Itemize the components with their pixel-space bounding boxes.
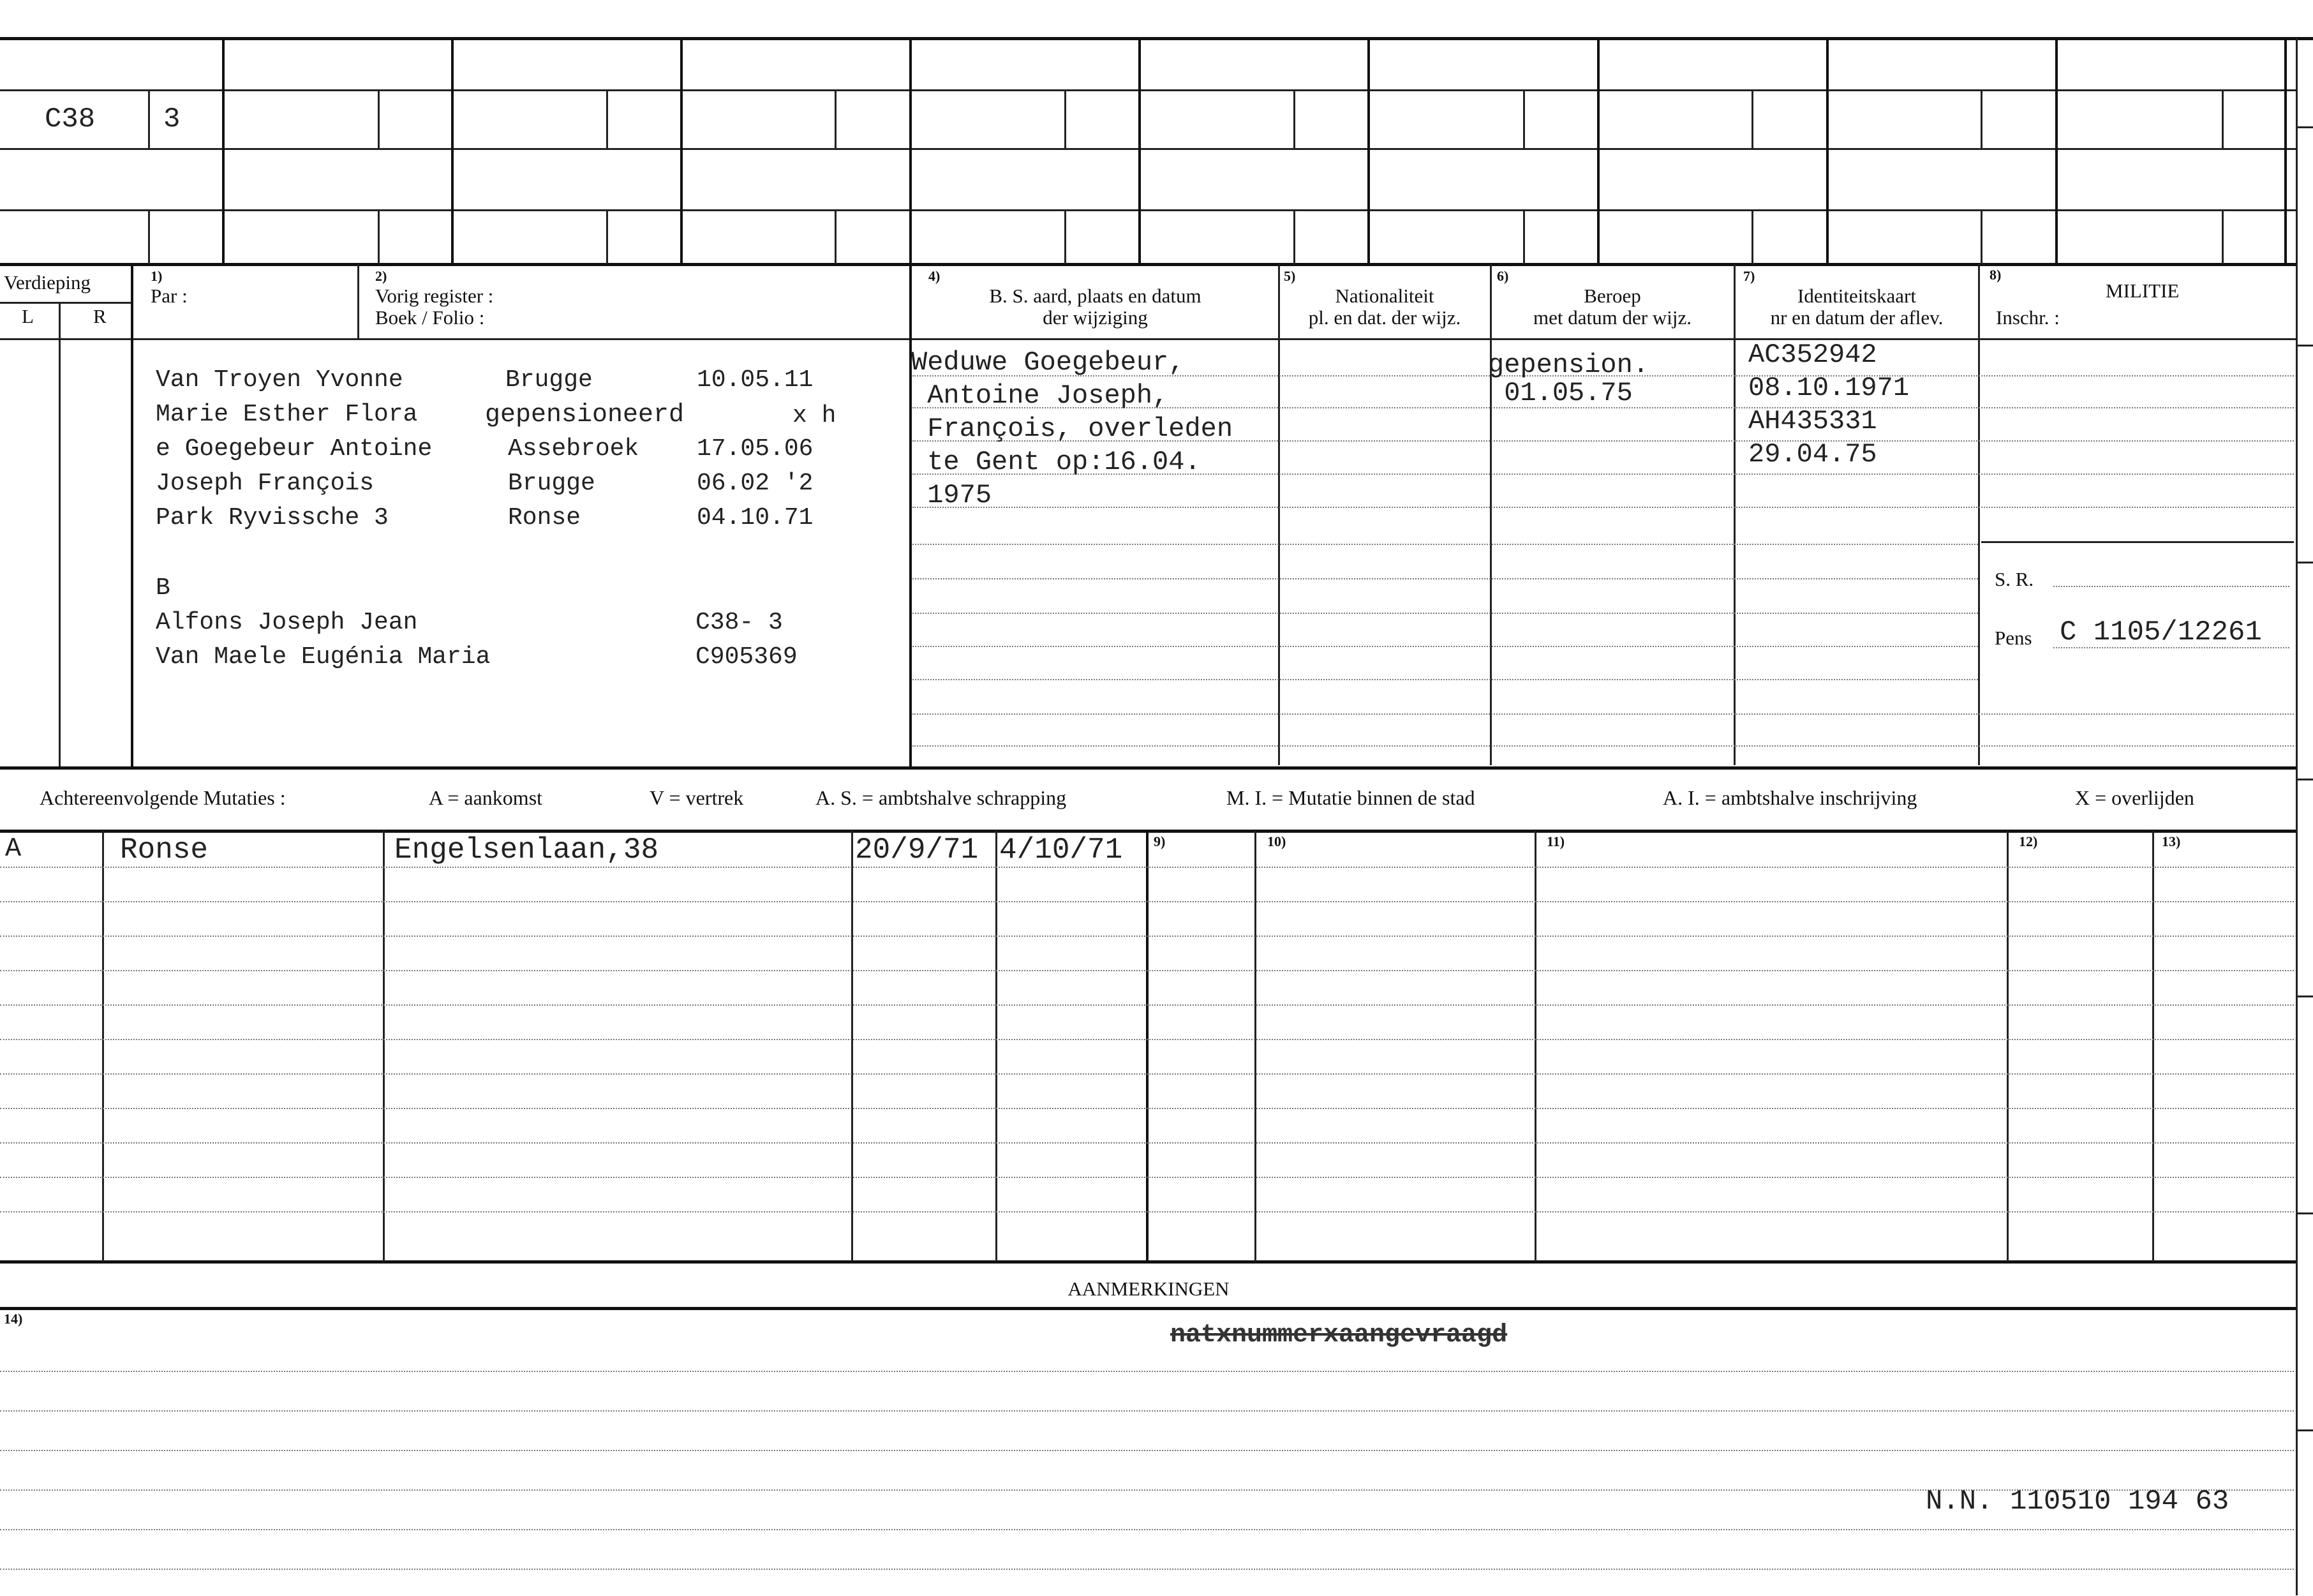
person-mark: x h	[792, 402, 837, 429]
bs-label: B. S. aard, plaats en datum	[989, 285, 1201, 307]
ruled-line	[0, 1410, 2294, 1412]
grid-sub	[2222, 211, 2224, 264]
grid-col	[909, 38, 912, 265]
grid-sub	[378, 91, 380, 148]
grid-sub	[1293, 211, 1295, 264]
person-name: e Goegebeur Antoine	[156, 435, 433, 463]
col-divider	[131, 264, 133, 768]
ruled-line	[0, 1177, 2294, 1178]
pens-value: C 1105/12261	[2060, 616, 2262, 648]
ruled-line	[0, 1108, 2294, 1109]
mutation-place: Ronse	[120, 833, 209, 867]
verdieping-r: R	[93, 305, 107, 327]
grid-col	[2055, 38, 2058, 265]
nationaliteit-label: Nationaliteit	[1335, 285, 1434, 307]
person-place: Brugge	[508, 470, 595, 497]
mutation-type: A	[5, 833, 22, 864]
grid-sub	[835, 91, 837, 148]
col-number: 5)	[1284, 268, 1296, 284]
edge-tick	[2296, 996, 2313, 997]
person-place: Assebroek	[508, 435, 639, 463]
nationaliteit-label-2: pl. en dat. der wijz.	[1308, 306, 1461, 329]
inschr-label: Inschr. :	[1996, 306, 2060, 329]
mut-col	[2152, 831, 2154, 1262]
legend-departure: V = vertrek	[650, 786, 744, 809]
ruled-line	[0, 970, 2294, 971]
grid-col	[222, 38, 225, 265]
mut-col	[995, 831, 997, 1262]
col-divider	[1278, 264, 1280, 765]
mutation-date-2: 4/10/71	[999, 833, 1123, 867]
verdieping-sub	[0, 302, 131, 304]
edge-tick	[2296, 562, 2313, 563]
person-name: Park Ryvissche 3	[156, 504, 389, 532]
ruled-line	[0, 1142, 2294, 1144]
edge-tick	[2296, 1212, 2313, 1214]
col-number: 6)	[1497, 268, 1509, 284]
grid-col	[680, 38, 683, 265]
boek-folio-label: Boek / Folio :	[375, 306, 485, 329]
profession-line: gepension.	[1488, 350, 1649, 380]
militie-divider	[1981, 541, 2294, 543]
edge-tick	[2296, 126, 2313, 128]
col-divider	[909, 264, 912, 768]
person-name: Van Troyen Yvonne	[156, 366, 403, 394]
person-date: 04.10.71	[697, 504, 814, 532]
grid-sub	[378, 211, 380, 264]
legend-mi: M. I. = Mutatie binnen de stad	[1226, 786, 1475, 809]
legend-ai: A. I. = ambtshalve inschrijving	[1663, 786, 1917, 809]
col-number: 10)	[1267, 833, 1286, 849]
mut-col	[1146, 831, 1149, 1262]
person-place: Ronse	[508, 504, 581, 532]
b-ref: C905369	[695, 643, 798, 671]
verdieping-divider	[59, 302, 61, 766]
ruled-line	[0, 1004, 2294, 1006]
grid-sub	[148, 211, 150, 264]
ruled-line	[0, 867, 2294, 868]
legend-x: X = overlijden	[2075, 786, 2194, 809]
ruled-line	[912, 544, 1978, 545]
id-card-line: 29.04.75	[1748, 439, 1877, 470]
mutation-date-1: 20/9/71	[855, 833, 979, 867]
grid-sub	[148, 91, 150, 148]
identiteitskaart-label-2: nr en datum der aflev.	[1770, 306, 1944, 329]
civil-status-line: 1975	[911, 480, 992, 511]
grid-sub	[835, 211, 837, 264]
person-date: 17.05.06	[697, 435, 814, 463]
ruled-line	[912, 713, 2294, 715]
ruled-line	[0, 1039, 2294, 1040]
grid-line	[0, 148, 2297, 150]
grid-col	[451, 38, 454, 265]
building-number: C38	[45, 103, 96, 135]
civil-status-line: Weduwe Goegebeur,	[911, 347, 1185, 378]
grid-line	[0, 209, 2297, 211]
beroep-label: Beroep	[1584, 285, 1641, 307]
sr-line	[2053, 586, 2289, 587]
edge-tick	[2296, 779, 2313, 780]
id-card-line: AC352942	[1748, 339, 1877, 370]
pens-label: Pens	[1995, 627, 2032, 649]
grid-sub	[606, 91, 608, 148]
ruled-line	[912, 679, 1978, 680]
person-date: 06.02 '2	[697, 470, 814, 497]
profession-line: 01.05.75	[1488, 378, 1633, 408]
mut-col	[1535, 831, 1536, 1262]
grid-sub	[1981, 211, 1982, 264]
grid-line	[0, 89, 2297, 91]
col-number: 11)	[1547, 833, 1565, 849]
id-card-line: AH435331	[1748, 406, 1877, 436]
col-number: 13)	[2162, 833, 2181, 849]
legend-title: Achtereenvolgende Mutaties :	[40, 786, 286, 809]
grid-sub	[1293, 91, 1295, 148]
person-place: Brugge	[505, 366, 593, 394]
bs-label-2: der wijziging	[1043, 306, 1148, 329]
legend-arrival: A = aankomst	[429, 786, 543, 809]
id-card-line: 08.10.1971	[1748, 373, 1910, 403]
vorig-register-label: Vorig register :	[375, 285, 494, 307]
mutation-street: Engelsenlaan,38	[394, 833, 659, 867]
ruled-line	[912, 613, 1978, 614]
grid-col	[1138, 38, 1141, 265]
nn-number: N.N. 110510 194 63	[1926, 1486, 2229, 1518]
right-edge	[2296, 38, 2298, 1595]
ruled-line	[912, 745, 2294, 747]
col-number: 8)	[1989, 267, 2002, 283]
person-name: Joseph François	[156, 470, 375, 497]
grid-col	[1826, 38, 1829, 265]
top-border	[0, 37, 2313, 40]
col-number: 7)	[1743, 268, 1755, 284]
grid-col	[2284, 38, 2287, 265]
grid-sub	[1064, 211, 1066, 264]
beroep-label-2: met datum der wijz.	[1533, 306, 1692, 329]
grid-col	[1597, 38, 1600, 265]
identiteitskaart-label: Identiteitskaart	[1797, 285, 1916, 307]
grid-sub	[1981, 91, 1982, 148]
civil-status-line: te Gent op:16.04.	[911, 447, 1201, 477]
ruled-line	[912, 507, 2294, 508]
col-divider	[1978, 264, 1980, 765]
ruled-line	[912, 646, 1978, 647]
grid-sub	[1751, 211, 1753, 264]
b-label: B	[156, 574, 170, 602]
col-number: 2)	[375, 268, 387, 284]
b-ref: C38- 3	[695, 609, 783, 636]
person-name: Marie Esther Flora	[156, 401, 418, 428]
floor-number: 3	[163, 103, 181, 135]
par-label: Par :	[151, 285, 188, 307]
grid-sub	[1751, 91, 1753, 148]
ruled-line	[0, 901, 2294, 902]
verdieping-label: Verdieping	[4, 271, 91, 294]
legend-as: A. S. = ambtshalve schrapping	[815, 786, 1067, 809]
ruled-line	[912, 578, 1978, 579]
b-name: Alfons Joseph Jean	[156, 609, 418, 636]
ruled-line	[0, 936, 2294, 937]
civil-status-line: Antoine Joseph,	[911, 380, 1169, 411]
grid-col	[1367, 38, 1370, 265]
ruled-line	[0, 1529, 2294, 1530]
col-number: 14)	[4, 1311, 23, 1327]
person-status: gepensioneerd	[485, 401, 685, 429]
mut-col	[383, 831, 385, 1262]
header-bottom	[0, 338, 2297, 340]
mut-col	[1254, 831, 1256, 1262]
col-divider	[1490, 264, 1492, 765]
ruled-line	[0, 1073, 2294, 1075]
grid-sub	[1523, 211, 1525, 264]
grid-sub	[1523, 91, 1525, 148]
militie-label: MILITIE	[2106, 280, 2180, 302]
section-bottom	[0, 766, 2297, 770]
ruled-line	[0, 1569, 2294, 1570]
remarks-top	[0, 1307, 2297, 1310]
col-divider	[1734, 264, 1736, 765]
sr-label: S. R.	[1995, 568, 2034, 590]
edge-tick	[2296, 345, 2313, 347]
mut-col	[102, 831, 104, 1262]
col-number: 1)	[151, 268, 163, 284]
grid-sub	[2222, 91, 2224, 148]
grid-line	[0, 263, 2297, 266]
b-name: Van Maele Eugénia Maria	[156, 643, 491, 671]
struck-remark: natxnummerxaangevraagd	[1170, 1321, 1508, 1350]
mut-col	[2007, 831, 2009, 1262]
mut-col	[851, 831, 853, 1262]
civil-status-line: François, overleden	[911, 414, 1233, 444]
col-number: 4)	[928, 268, 941, 284]
edge-tick	[2296, 1429, 2313, 1431]
verdieping-l: L	[22, 305, 34, 327]
mutations-bottom	[0, 1260, 2297, 1264]
ruled-line	[0, 1211, 2294, 1212]
mutations-top	[0, 830, 2297, 833]
ruled-line	[0, 1371, 2294, 1372]
person-date: 10.05.11	[697, 366, 814, 394]
col-number: 12)	[2019, 833, 2038, 849]
grid-sub	[1064, 91, 1066, 148]
grid-sub	[606, 211, 608, 264]
col-number: 9)	[1154, 833, 1166, 849]
remarks-title: AANMERKINGEN	[1067, 1278, 1230, 1300]
col-divider	[357, 264, 359, 339]
ruled-line	[0, 1450, 2294, 1451]
